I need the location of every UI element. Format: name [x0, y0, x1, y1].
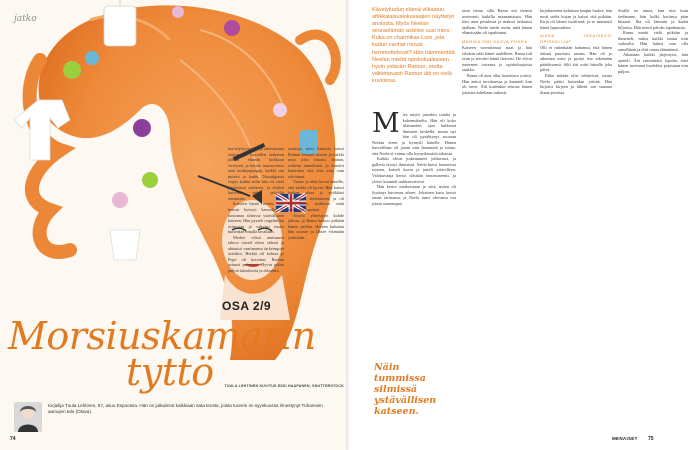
series-part-label: OSA 2/9: [222, 299, 272, 313]
paragraph: Merhet vilisti asettuneet tahtoo toiseil oleen sälssiä ja ahtautui vaatimansa tärkeimpiin asioihin. Hetkiä oli kohtaa ja Pepe oli kotoinut, Ramun asianot palasivat. Hyvin puhui paljon talouksista ja elämästä.: [228, 234, 284, 274]
story-title-line2: tyttö: [126, 350, 214, 394]
paragraph: kirjahuoneen kaltaisen kaapin luokse, hän nosti sieltä kirjan ja katsoi sitä pitkään. Kirja oli hänen isoäitinsä, ja se muistutti häntä lapsuudesta.: [540, 8, 612, 30]
paragraph: Katseen häntä ruveen, näin hensin hyöstyi kannolla ja tuntomaa silmissä ystävällinen katseen. Hän pyyteli ongelmiltat asiassaan ja vahvisti mutta kuitenkin omalla tavallaan.: [228, 201, 284, 235]
paragraph: Ehkä mitään olisi tehtävissä, mutta Neela päätti kuitenkin yrittää. Hän kirjoitti kirjeen ja lähetti sen samana iltana postissa.: [540, 73, 612, 95]
paragraph: Katseen tuovuttamat asiat ja hän vihdoin näki hänet uudelleen. Ramu tuli esiin ja tervehti häntä iloisesti. He olivat tunteneet toisensa jo opiskeluajoista saakka.: [462, 45, 532, 73]
left-column-a: [228, 146, 284, 274]
right-column-3: [540, 8, 612, 95]
credits: TUULA LEHTINEN KUVITUS ESSI HAAPANEN, SHUTTERSTOCK: [224, 384, 344, 388]
author-box: [14, 402, 344, 436]
gutter-shadow: [346, 0, 350, 450]
paragraph: Aikanaan kaikki järjestyisi, hän ajatteli. Äiti ymmärtäisi lopulta, ettei hänen tarvinnut huolehtia pojastaan niin paljon.: [618, 52, 688, 75]
story-title: [8, 314, 348, 394]
page-number-left: 74: [10, 436, 16, 442]
subhead: MARIKA OMI KASVA PUKEA: [462, 38, 528, 44]
right-column-1: [372, 108, 456, 206]
paragraph-with-dropcap: Mies näytti jotenkin tutulta ja kokemukselta. Hän oli koko tilaisuuden ajan kulkenut ihmisten keskellä, mutta nyt hän oli pysähtynyt suoraan Neelan eteen ja hymyili hänelle. Hänen kasvoillaan oli jotain niin lämmintä ja tuttua, että Neela ei voinut olla hymyilemättä takaisin.: [372, 108, 456, 156]
page-number-right: 75: [648, 436, 654, 442]
paragraph: tasta tietaa, sillä Ramu otti itsensä avoimesti kaikilla maanantaisin. Hän kävi aina pesulassa ja maksoi laskunsa ajallaan. Neela mietti usein, mitä hänen elämässään oli tapahtunut.: [462, 8, 532, 36]
paragraph: Hän kertoi matkoistaan ja siitä, miten oli löytänyt kuviensa aiheet. Jokainen kuva kertoi oman tarinansa, ja Neela tunsi olevansa osa jotain suurempaa.: [372, 184, 456, 206]
author-bio: Kirjailija Tuula Lehtinen, 57, asuu Espoossa. Hän on julkaissut kaikkiaan sata teosta, joista tuorein on syyskuussa ilmestynyt Tuhansien aamujen talo (Otava).: [48, 403, 323, 414]
paragraph: orastuja, mies hankala katsoi Ramun lempeä kiteitä ja kaikki muu joka ilmaisi ihanan, selkeän tunnelman, ja ilmoitti kuitenkin että olisi aina vain odottanut.: [288, 146, 344, 179]
right-column-2: [462, 8, 532, 95]
lead-paragraph: Kävelykadun elämä vilkastuu aftikkalaisvalokuvaajien näyttelyn ansiosta. Myös Neelan seuraelämän astelee uusi mies. Kuka on charmikas Lure, jota kadun vanhat rouvat hemmottelevat? Hän hämmentää Neelan mieltä opiskeluaikaisen hyvin ystävän Ramun, mutta valitettavasti Ramun äiti on vielä kuvioissa.: [372, 7, 455, 84]
section-tag: jatko: [14, 14, 37, 24]
paragraph: Olli ei mitenkään halunnut, että hänen äitinsä puuttuisi asiaan. Hän oli jo aikuinen mies ja pystyi itse tekemään päätöksensä. Silti äiti soitti hänelle joka päivä.: [540, 45, 612, 73]
left-column-b: [288, 146, 344, 240]
paragraph: ina nöyrtyväisenä ja rakastavana siskona ja kuvaillen taakseen jäävän elämän kirkkaan vireisinä, ja kertoo muistavansa aina kotikaupungin, kaikki sen puistot ja kadut. Nostalgiasta viipyi kaikki mitä hän oli vielä jättämässä taakseen, ja ahdisti kuitenkin päivä päivältä enemmän.: [228, 146, 284, 201]
drop-cap: M: [372, 108, 400, 139]
pull-quote: Näin tummissa silmissä ystävällisen katseen.: [374, 362, 437, 417]
paragraph: Ramu mietti vielä pitkään ja ihmetteli, miksi kaikki tuntui niin vaikealta. Hän halusi vain olla onnellinen ja elää omaa elämäänsä.: [618, 30, 688, 52]
magazine-name: MENAISET: [612, 436, 638, 441]
paragraph: Vaimo ja ahtia kertoi hänelle, että kaikki oli hyvin. Hän katsoi hetken aikaa ja nyökkäsi hyväksyen ehdotuksen, ja oli tyytyväinen kaikkeen mitä ympärillä tapahtui.: [288, 179, 344, 213]
paragraph: Kaikki olivat pukeutuneet juhlavasti, ja galleria täyttyi ihmisistä. Neela kiersi huoneesta toiseen, katseli kuvia ja jutteli ystävilleen. Valokuvaaja kertoi töistään innostuneesti, ja yleisö kuunteli tarkkaavaisesti.: [372, 156, 456, 184]
paragraph: Ramu oli aina ollut luotettava ystävä. Hän auttoi tarvittaessa ja kuunteli kun oli tarve. Äiti kuitenkin seurasi hänen jokaista askeltaan tarkasti.: [462, 73, 532, 95]
paragraph: Avoeto yhteistyön kohde jatkuu, ja Ramu katsoo pitkään hänen perään. Hetken kuluttua hän nousee ja lähtee etsimään ystäviään.: [288, 212, 344, 240]
subhead: AIKKA TASAISESTI OPISKELIJAT: [540, 33, 612, 44]
right-column-4: [618, 8, 688, 75]
story-title-line1: Morsiuskamarin: [8, 314, 316, 358]
paragraph: Sisälle ne ainoa, kun niin kuin tiedämme, hän kulki kotiinsa päin hitaasti. Ilta oli lämmin ja kadut hiljaisia. Hän mietti päivän tapahtumia.: [618, 8, 688, 30]
author-photo: [14, 402, 42, 432]
